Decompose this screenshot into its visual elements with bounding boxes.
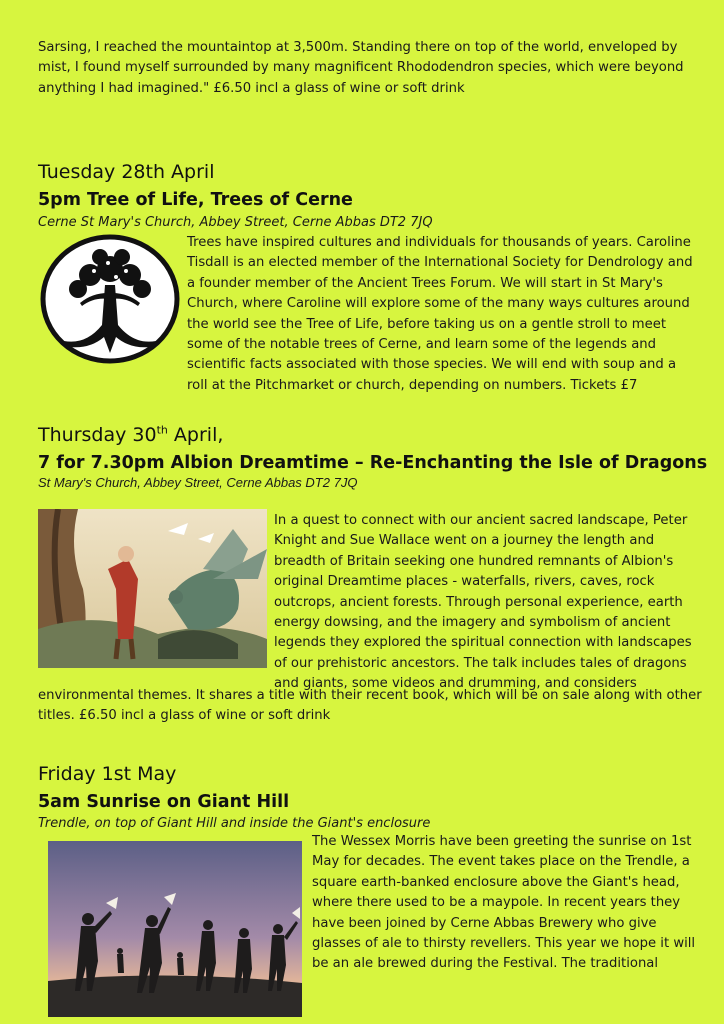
- event-date: Thursday 30th April,: [38, 423, 224, 446]
- intro-line: anything I had imagined." £6.50 incl a glass of wine or soft drink: [38, 80, 465, 96]
- description-line: have been joined by Cerne Abbas Brewery who give: [312, 915, 657, 931]
- event-description-full: [38, 686, 718, 727]
- description-line: square earth-banked enclosure above the Giant's head,: [312, 874, 680, 890]
- event-title: 5am Sunrise on Giant Hill: [38, 792, 290, 812]
- description-line: the world see the Tree of Life, before taking us on a gentle stroll to meet: [187, 316, 667, 332]
- description-line: Church, where Caroline will explore some of the many ways cultures around: [187, 296, 690, 312]
- description-line: scientific facts associated with those species. We will end with soup and a: [187, 357, 677, 373]
- event-description: [312, 832, 712, 975]
- event-description: [187, 233, 707, 396]
- description-line: May for decades. The event takes place on the Trendle, a: [312, 854, 690, 870]
- description-line: In a quest to connect with our ancient sacred landscape, Peter: [274, 513, 688, 528]
- event-title: 5pm Tree of Life, Trees of Cerne: [38, 190, 353, 210]
- description-line: a founder member of the Ancient Trees Forum. We will start in St Mary's: [187, 275, 663, 291]
- description-line: titles. £6.50 incl a glass of wine or soft drink: [38, 708, 331, 724]
- description-line: Trees have inspired cultures and individuals for thousands of years. Caroline: [187, 235, 691, 250]
- morris-dancers-photo: [48, 841, 302, 1017]
- dragon-illustration: [38, 509, 267, 668]
- description-line: energy dowsing, and the imagery and symbolism of ancient: [274, 615, 671, 631]
- event-title: 7 for 7.30pm Albion Dreamtime – Re-Enchanting the Isle of Dragons: [38, 453, 708, 473]
- description-line: legends they explored the spiritual connection with landscapes: [274, 635, 692, 651]
- event-description-wrap: [274, 511, 714, 695]
- event-location: St Mary's Church, Abbey Street, Cerne Abbas DT2 7JQ: [38, 475, 358, 490]
- description-line: be an ale brewed during the Festival. The traditional: [312, 956, 659, 972]
- description-line: Knight and Sue Wallace went on a journey the length and: [274, 533, 655, 549]
- description-line: where there used to be a maypole. In recent years they: [312, 895, 681, 911]
- intro-line: Sarsing, I reached the mountaintop at 3,500m. Standing there on top of the world, enveloped by: [38, 40, 678, 55]
- description-line: environmental themes. It shares a title with their recent book, which will be on sale along with other: [38, 688, 702, 703]
- description-line: Tisdall is an elected member of the International Society for Dendrology and: [187, 255, 693, 271]
- description-line: and giants, some videos and drumming, and considers: [274, 676, 637, 692]
- event-location: Trendle, on top of Giant Hill and inside the Giant's enclosure: [38, 816, 431, 831]
- description-line: breadth of Britain seeking one hundred remnants of Albion's: [274, 553, 674, 569]
- description-line: glasses of ale to thirsty revellers. This year we hope it will: [312, 936, 696, 952]
- intro-line: mist, I found myself surrounded by many magnificent Rhododendron species, which were beyond: [38, 60, 684, 76]
- intro-paragraph: [38, 38, 698, 99]
- event-location: Cerne St Mary's Church, Abbey Street, Cerne Abbas DT2 7JQ: [38, 215, 433, 230]
- description-line: roll at the Pitchmarket or church, depending on numbers. Tickets £7: [187, 377, 638, 393]
- description-line: outcrops, ancient forests. Through personal experience, earth: [274, 594, 683, 610]
- event-date: Friday 1st May: [38, 763, 177, 785]
- tree-of-life-image: [38, 233, 182, 365]
- description-line: some of the notable trees of Cerne, and learn some of the legends and: [187, 337, 656, 353]
- event-date: Tuesday 28th April: [38, 161, 215, 183]
- description-line: The Wessex Morris have been greeting the sunrise on 1st: [312, 834, 692, 849]
- description-line: of our prehistoric ancestors. The talk includes tales of dragons: [274, 655, 687, 671]
- description-line: original Dreamtime places - waterfalls, rivers, caves, rock: [274, 574, 655, 590]
